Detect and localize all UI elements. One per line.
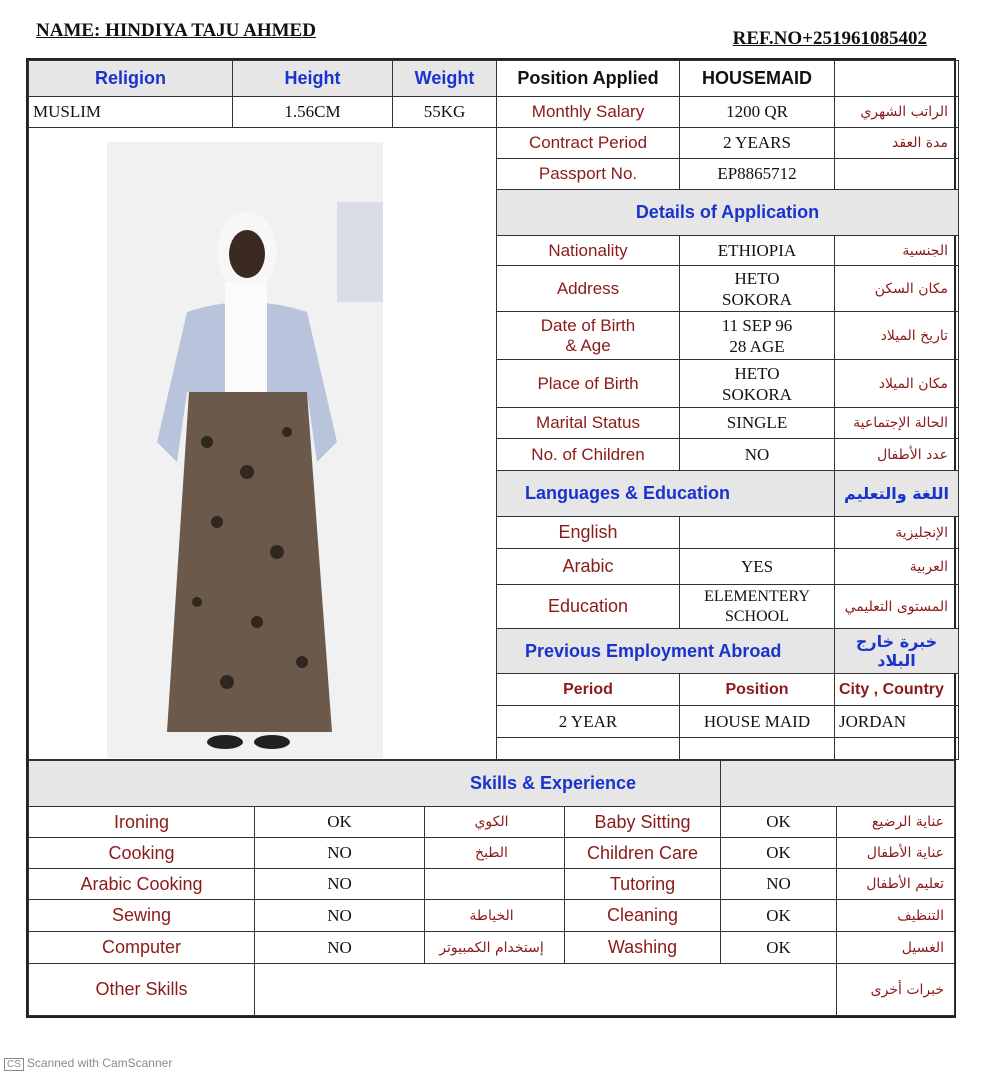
skill-arabic-cooking-ar: [425, 869, 565, 900]
empty-cell: [835, 738, 959, 760]
scanner-text: Scanned with CamScanner: [26, 1056, 173, 1070]
height-value: 1.56CM: [233, 97, 393, 128]
dob-label: Date of Birth & Age: [497, 312, 680, 360]
scanner-watermark: [4, 1056, 172, 1071]
skills-table: [28, 760, 955, 1016]
education-label: Education: [497, 585, 680, 629]
skill-cooking-ar: الطبخ: [425, 838, 565, 869]
details-section-title: Details of Application: [497, 190, 959, 236]
other-skills-ar: خبرات أخرى: [837, 964, 955, 1016]
position-header: Position: [680, 674, 835, 706]
position-value: HOUSE MAID: [680, 706, 835, 738]
marital-status-value: SINGLE: [680, 408, 835, 439]
skill-ironing-label: Ironing: [29, 807, 255, 838]
skill-ironing-ar: الكوي: [425, 807, 565, 838]
height-header: Height: [233, 61, 393, 97]
skills-section-title: Skills & Experience: [29, 761, 721, 807]
religion-header: Religion: [29, 61, 233, 97]
skill-computer-ar: إستخدام الكمبيوتر: [425, 932, 565, 964]
period-header: Period: [497, 674, 680, 706]
children-value: NO: [680, 439, 835, 471]
arabic-label: Arabic: [497, 549, 680, 585]
nationality-ar: الجنسية: [835, 236, 959, 266]
address-label: Address: [497, 266, 680, 312]
languages-section-title: Languages & Education: [497, 471, 835, 517]
contract-ar: مدة العقد: [835, 128, 959, 159]
skill-baby-sitting-ar: عناية الرضيع: [837, 807, 955, 838]
religion-value: MUSLIM: [29, 97, 233, 128]
children-label: No. of Children: [497, 439, 680, 471]
place-of-birth-ar: مكان الميلاد: [835, 360, 959, 408]
empty-cell: [680, 738, 835, 760]
empty-cell: [497, 738, 680, 760]
location-header: City , Country: [835, 674, 959, 706]
english-ar: الإنجليزية: [835, 517, 959, 549]
english-value: [680, 517, 835, 549]
contract-label: Contract Period: [497, 128, 680, 159]
skill-washing-value: OK: [721, 932, 837, 964]
skill-sewing-value: NO: [255, 900, 425, 932]
skill-computer-value: NO: [255, 932, 425, 964]
salary-ar: الراتب الشهري: [835, 97, 959, 128]
skill-cleaning-value: OK: [721, 900, 837, 932]
passport-value: EP8865712: [680, 159, 835, 190]
skill-tutoring-value: NO: [721, 869, 837, 900]
address-ar: مكان السكن: [835, 266, 959, 312]
skill-ironing-value: OK: [255, 807, 425, 838]
position-applied-value: HOUSEMAID: [680, 61, 835, 97]
children-ar: عدد الأطفال: [835, 439, 959, 471]
position-applied-ar: [835, 61, 959, 97]
skill-cooking-label: Cooking: [29, 838, 255, 869]
skill-cooking-value: NO: [255, 838, 425, 869]
place-of-birth-label: Place of Birth: [497, 360, 680, 408]
weight-header: Weight: [393, 61, 497, 97]
education-value: ELEMENTERY SCHOOL: [680, 585, 835, 629]
languages-section-title-ar: اللغة والتعليم: [835, 471, 959, 517]
applicant-photo: [107, 142, 383, 758]
passport-ar: [835, 159, 959, 190]
nationality-value: ETHIOPIA: [680, 236, 835, 266]
nationality-label: Nationality: [497, 236, 680, 266]
applicant-photo-illustration: [107, 142, 383, 758]
position-applied-label: Position Applied: [497, 61, 680, 97]
weight-value: 55KG: [393, 97, 497, 128]
dob-value: 11 SEP 96 28 AGE: [680, 312, 835, 360]
camscanner-logo-icon: CS: [4, 1058, 24, 1071]
employment-section-title: Previous Employment Abroad: [497, 629, 835, 674]
dob-ar: تاريخ الميلاد: [835, 312, 959, 360]
cv-sheet: [26, 58, 956, 1018]
skill-cleaning-label: Cleaning: [565, 900, 721, 932]
passport-label: Passport No.: [497, 159, 680, 190]
marital-status-ar: الحالة الإجتماعية: [835, 408, 959, 439]
other-skills-label: Other Skills: [29, 964, 255, 1016]
skill-children-care-ar: عناية الأطفال: [837, 838, 955, 869]
skill-arabic-cooking-value: NO: [255, 869, 425, 900]
location-value: JORDAN: [835, 706, 959, 738]
skill-sewing-ar: الخياطة: [425, 900, 565, 932]
arabic-value: YES: [680, 549, 835, 585]
skills-section-title-ar: [721, 761, 955, 807]
period-value: 2 YEAR: [497, 706, 680, 738]
skill-children-care-label: Children Care: [565, 838, 721, 869]
place-of-birth-value: HETO SOKORA: [680, 360, 835, 408]
skill-tutoring-label: Tutoring: [565, 869, 721, 900]
skill-sewing-label: Sewing: [29, 900, 255, 932]
contract-value: 2 YEARS: [680, 128, 835, 159]
skill-tutoring-ar: تعليم الأطفال: [837, 869, 955, 900]
employment-section-title-ar: خبرة خارج البلاد: [835, 629, 959, 674]
applicant-name: NAME: HINDIYA TAJU AHMED: [36, 20, 316, 41]
upper-table: [28, 60, 959, 760]
skill-baby-sitting-label: Baby Sitting: [565, 807, 721, 838]
skill-washing-label: Washing: [565, 932, 721, 964]
photo-cell: [29, 128, 497, 760]
skill-computer-label: Computer: [29, 932, 255, 964]
arabic-ar: العربية: [835, 549, 959, 585]
reference-number: REF.NO+251961085402: [732, 28, 927, 49]
education-ar: المستوى التعليمي: [835, 585, 959, 629]
skill-washing-ar: الغسيل: [837, 932, 955, 964]
address-value: HETO SOKORA: [680, 266, 835, 312]
skill-cleaning-ar: التنظيف: [837, 900, 955, 932]
marital-status-label: Marital Status: [497, 408, 680, 439]
other-skills-value: [255, 964, 837, 1016]
skill-baby-sitting-value: OK: [721, 807, 837, 838]
english-label: English: [497, 517, 680, 549]
salary-label: Monthly Salary: [497, 97, 680, 128]
skill-arabic-cooking-label: Arabic Cooking: [29, 869, 255, 900]
salary-value: 1200 QR: [680, 97, 835, 128]
skill-children-care-value: OK: [721, 838, 837, 869]
